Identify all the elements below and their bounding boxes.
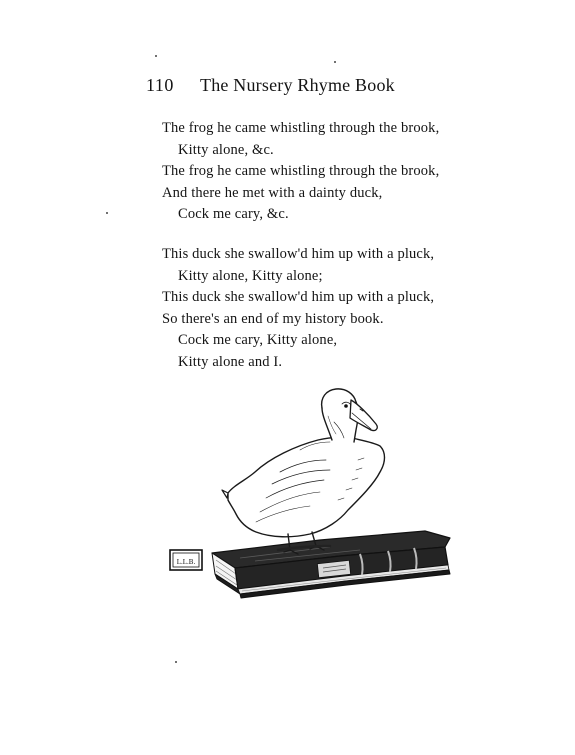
verse-line: Kitty alone and I. (178, 353, 283, 370)
verse-line: So there's an end of my history book. (162, 310, 384, 327)
verse-line: The frog he came whistling through the brook, (162, 120, 440, 136)
stanza-1 (162, 118, 522, 226)
book-icon (212, 531, 450, 598)
verse-line: This duck she swallow'd him up with a pluck, (162, 246, 435, 262)
verse-line: The frog he came whistling through the brook, (162, 163, 440, 180)
duck-on-book-illustration (160, 380, 460, 610)
verse-line: Cock me cary, Kitty alone, (178, 332, 338, 349)
monogram-icon (170, 550, 202, 570)
scan-speck (155, 55, 157, 57)
scan-speck (106, 212, 108, 214)
verse-line: This duck she swallow'd him up with a pluck, (162, 289, 435, 306)
running-title: The Nursery Rhyme Book (200, 75, 395, 95)
verse-line: Cock me cary, &c. (178, 206, 289, 223)
scan-speck (334, 61, 336, 63)
page-number: 110 (146, 75, 174, 95)
verse-line: Kitty alone, Kitty alone; (178, 267, 323, 284)
verse-line: And there he met with a dainty duck, (162, 184, 383, 201)
verse-line: Kitty alone, &c. (178, 141, 274, 158)
stanza-2 (162, 244, 522, 374)
page-header (146, 75, 446, 101)
scan-speck (175, 661, 177, 663)
monogram-text: L.L.B. (176, 558, 196, 566)
duck-icon (222, 389, 385, 554)
